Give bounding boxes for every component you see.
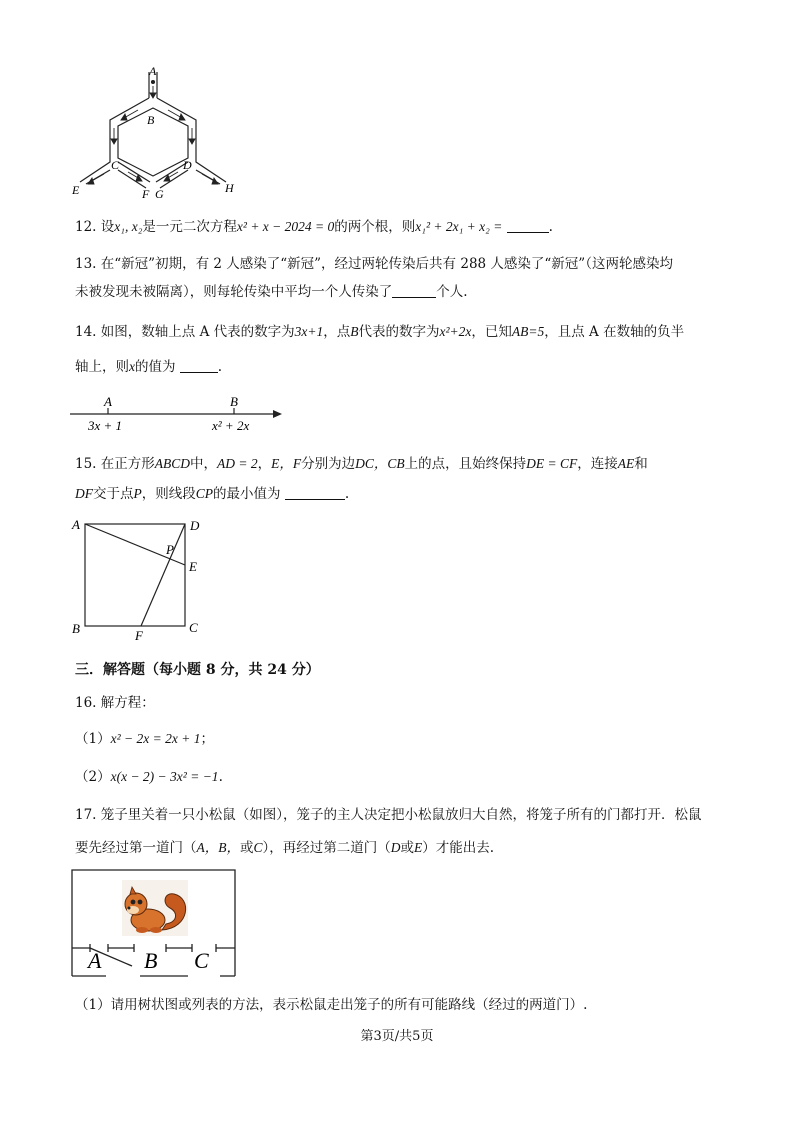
- squirrel-icon: [122, 880, 188, 936]
- pipe-label-a: A: [149, 64, 157, 78]
- gate-b-label: B: [144, 948, 158, 973]
- answer-blank-12[interactable]: [507, 218, 549, 233]
- pipe-label-h: H: [225, 181, 234, 195]
- target-expression: x₁² + 2x₁ + x₂ =: [415, 219, 503, 234]
- vertex-a-label: A: [72, 517, 80, 532]
- pipe-label-d: D: [183, 158, 192, 172]
- pipe-label-g: G: [155, 187, 164, 201]
- gate-a-label: A: [88, 948, 102, 973]
- section-3-heading: 三．解答题（每小题 8 分，共 24 分）: [75, 662, 320, 678]
- quadratic-equation: x² + x − 2024 = 0: [236, 219, 335, 234]
- question-14-line-1: 14. 如图，数轴上点 A 代表的数字为3x+1，点B代表的数字为x²+2x，已知AB=5，且点 A 在数轴的负半: [75, 324, 685, 340]
- pipe-network-figure: [68, 62, 248, 202]
- number-line-figure: [70, 392, 290, 437]
- point-b-label: B: [230, 394, 238, 409]
- point-b-value: x² + 2x: [212, 418, 250, 433]
- question-16-title: 16. 解方程：: [75, 695, 155, 711]
- question-16-part-2: （2）x(x − 2) − 3x² = −1.: [75, 769, 223, 785]
- pipe-label-e: E: [72, 183, 80, 197]
- answer-blank-13[interactable]: [392, 283, 436, 298]
- question-13-line-1: 13. 在“新冠”初期，有 2 人感染了“新冠”，经过两轮传染后共有 288 人感染了“新冠”（这两轮感染均: [75, 256, 673, 272]
- page-footer: 第3页/共5页: [360, 1029, 434, 1044]
- question-15-line-1: 15. 在正方形ABCD中，AD = 2，E，F分别为边DC，CB上的点，且始终保持DE = CF，连接AE和: [75, 456, 648, 472]
- answer-blank-14[interactable]: [180, 358, 218, 373]
- point-p-label: P: [166, 542, 174, 557]
- question-14-line-2: 轴上，则x的值为 .: [75, 359, 223, 375]
- pipe-label-f: F: [142, 187, 150, 201]
- point-a-label: A: [104, 394, 112, 409]
- vertex-d-label: D: [190, 518, 200, 533]
- roots-vars: x₁, x₂: [114, 219, 143, 234]
- question-15-line-2: DF交于点P，则线段CP的最小值为 .: [75, 486, 350, 502]
- point-e-label: E: [189, 559, 197, 574]
- vertex-c-label: C: [189, 620, 198, 635]
- gate-c-label: C: [194, 948, 209, 973]
- question-16-part-1: （1）x² − 2x = 2x + 1；: [75, 731, 214, 747]
- point-f-label: F: [135, 628, 143, 643]
- question-13-line-2: 未被发现未被隔离），则每轮传染中平均一个人传染了 个人.: [75, 284, 468, 300]
- pipe-label-b: B: [147, 113, 155, 127]
- square-figure: [68, 515, 213, 645]
- question-12: 12. 设x₁, x₂是一元二次方程x² + x − 2024 = 0的两个根，则x₁² + 2x₁ + x₂ = .: [75, 219, 553, 235]
- question-17-line-1: 17. 笼子里关着一只小松鼠（如图），笼子的主人决定把小松鼠放归大自然，将笼子所有的门都打开．松鼠: [75, 807, 702, 823]
- question-17-sub-1: （1）请用树状图或列表的方法，表示松鼠走出笼子的所有可能路线（经过的两道门）.: [75, 997, 588, 1013]
- cage-figure: [70, 868, 240, 980]
- pipe-label-c: C: [111, 158, 120, 172]
- answer-blank-15[interactable]: [285, 485, 345, 500]
- point-a-value: 3x + 1: [88, 418, 123, 433]
- vertex-b-label: B: [72, 621, 80, 636]
- question-17-line-2: 要先经过第一道门（A，B，或C），再经过第二道门（D或E）才能出去.: [75, 840, 495, 856]
